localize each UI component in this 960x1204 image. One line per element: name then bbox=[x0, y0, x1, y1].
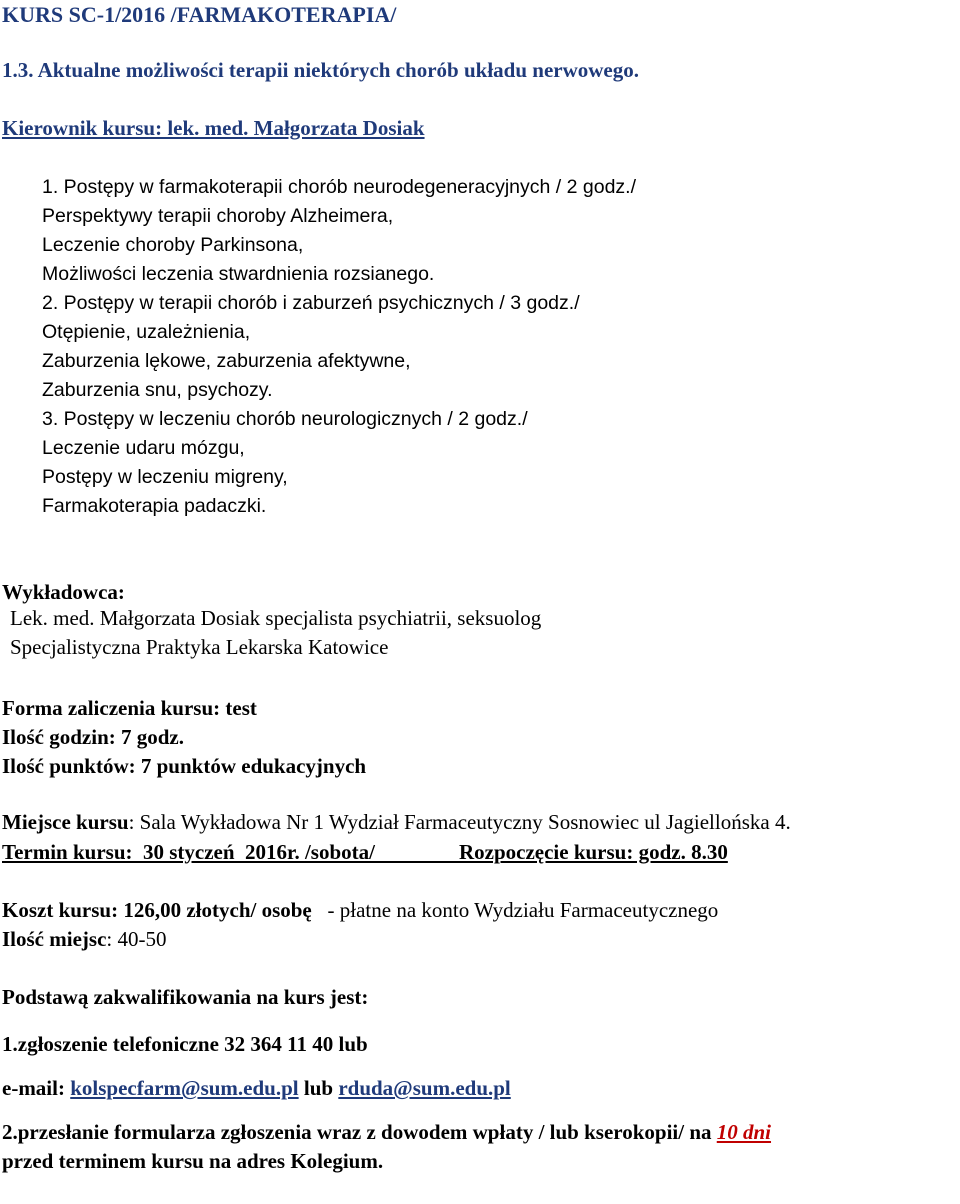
course-code: KURS SC-1/2016 /FARMAKOTERAPIA/ bbox=[2, 2, 397, 27]
seats bbox=[2, 929, 166, 950]
cost-value: : 126,00 złotych/ osobę bbox=[111, 898, 312, 922]
email-prefix: e-mail: bbox=[2, 1076, 71, 1100]
course-title: 1.3. Aktualne możliwości terapii niektórych chorób układu nerwowego. bbox=[2, 58, 640, 82]
qualification-title: Podstawą zakwalifikowania na kurs jest: bbox=[2, 985, 369, 1009]
section-2-item: Otępienie, uzależnienia, bbox=[42, 321, 251, 343]
section-1-item: Perspektywy terapii choroby Alzheimera, bbox=[42, 205, 394, 227]
hours: Ilość godzin: 7 godz. bbox=[2, 725, 185, 749]
cost-note: - płatne na konto Wydziału Farmaceutycznego bbox=[327, 898, 719, 922]
email-separator: lub bbox=[298, 1076, 339, 1100]
section-2-item: Zaburzenia snu, psychozy. bbox=[42, 379, 273, 401]
phone-line: 1.zgłoszenie telefoniczne 32 364 11 40 lub bbox=[2, 1032, 368, 1056]
lecturer-practice: Specjalistyczna Praktyka Lekarska Katowice bbox=[10, 635, 389, 659]
course-term: Termin kursu: 30 styczeń 2016r. /sobota/ Rozpoczęcie kursu: godz. 8.30 bbox=[2, 840, 728, 864]
form-line-end: przed terminem kursu na adres Kolegium. bbox=[2, 1149, 384, 1173]
lecturer-name: Lek. med. Małgorzata Dosiak specjalista psychiatrii, seksuolog bbox=[10, 606, 542, 630]
section-2-item: Zaburzenia lękowe, zaburzenia afektywne, bbox=[42, 350, 411, 372]
section-3-title: 3. Postępy w leczeniu chorób neurologicznych / 2 godz./ bbox=[42, 408, 528, 430]
place-value: : Sala Wykładowa Nr 1 Wydział Farmaceutyczny Sosnowiec ul Jagiellońska 4. bbox=[128, 810, 791, 834]
cost-label: Koszt kursu bbox=[2, 898, 112, 922]
points: Ilość punktów: 7 punktów edukacyjnych bbox=[2, 754, 367, 778]
section-3-item: Postępy w leczeniu migreny, bbox=[42, 466, 288, 488]
email-line bbox=[2, 1078, 511, 1099]
exam-form: Forma zaliczenia kursu: test bbox=[2, 696, 257, 720]
section-3-item: Leczenie udaru mózgu, bbox=[42, 437, 245, 459]
section-3-item: Farmakoterapia padaczki. bbox=[42, 495, 267, 517]
place-label: Miejsce kursu bbox=[2, 810, 129, 834]
section-2-title: 2. Postępy w terapii chorób i zaburzeń psychicznych / 3 godz./ bbox=[42, 292, 580, 314]
form-submission-line bbox=[2, 1122, 771, 1143]
deadline-days: 10 dni bbox=[716, 1120, 772, 1144]
section-1-title: 1. Postępy w farmakoterapii chorób neurodegeneracyjnych / 2 godz./ bbox=[42, 176, 637, 198]
seats-value: : 40-50 bbox=[106, 927, 167, 951]
email-link-kolspecfarm[interactable]: kolspecfarm@sum.edu.pl bbox=[70, 1076, 299, 1100]
section-1-item: Możliwości leczenia stwardnienia rozsianego. bbox=[42, 263, 435, 285]
course-head: Kierownik kursu: lek. med. Małgorzata Dosiak bbox=[2, 116, 425, 140]
form-line-text: 2.przesłanie formularza zgłoszenia wraz z dowodem wpłaty / lub kserokopii/ na bbox=[2, 1120, 717, 1144]
seats-label: Ilość miejsc bbox=[2, 927, 107, 951]
course-cost bbox=[2, 900, 718, 921]
email-link-rduda[interactable]: rduda@sum.edu.pl bbox=[338, 1076, 511, 1100]
lecturer-label: Wykładowca: bbox=[2, 580, 125, 604]
course-place bbox=[2, 812, 791, 833]
section-1-item: Leczenie choroby Parkinsona, bbox=[42, 234, 304, 256]
